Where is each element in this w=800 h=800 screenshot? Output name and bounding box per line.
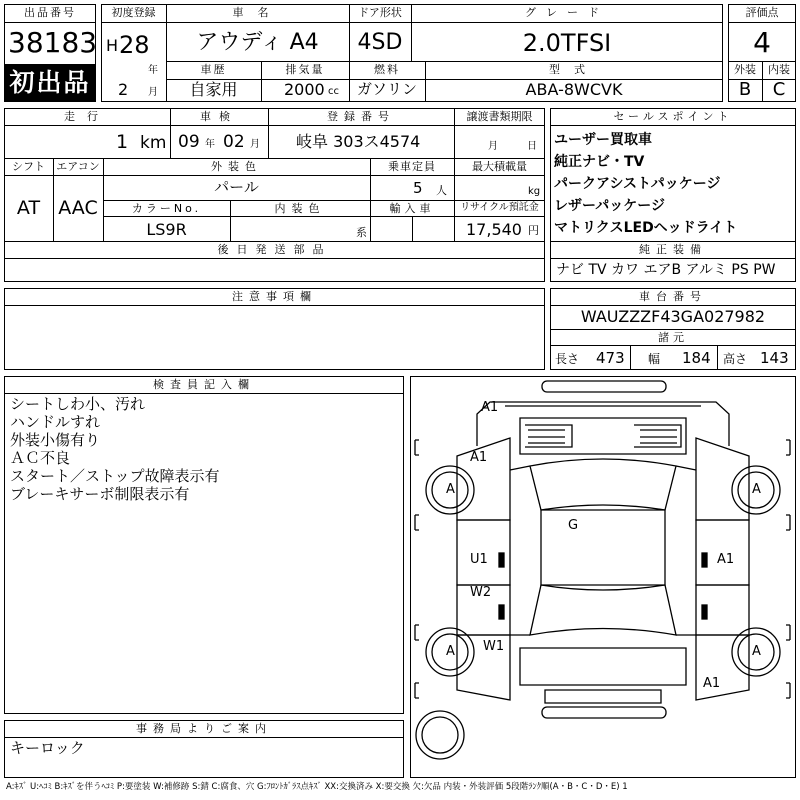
capacity-label: 乗車定員 <box>388 160 436 173</box>
plate-label: 登録番号 <box>327 110 395 123</box>
car-diagram <box>410 376 796 778</box>
office-label: 事務局よりご案内 <box>136 722 272 735</box>
shift-label: シフト <box>12 160 45 173</box>
inspector-line-4: ＡＣ不良 <box>10 449 71 467</box>
first-registration-label: 初度登録 <box>111 6 156 19</box>
import-label: 輸入車 <box>389 202 435 215</box>
capacity-value: 5 <box>413 179 423 197</box>
grade-label: グレード <box>525 6 609 19</box>
aircon-value: AAC <box>58 197 98 219</box>
length-value: 473 <box>596 349 625 367</box>
sales-point-3: パークアシストパッケージ <box>554 176 721 192</box>
mark-rear-left-fender: W1 <box>483 639 505 654</box>
model-code: ABA-8WCVK <box>525 80 623 99</box>
rating-score: 4 <box>753 26 771 59</box>
inspection-label: 車検 <box>200 110 238 123</box>
int-color-label: 内装色 <box>274 202 326 215</box>
inspection-year-unit: 年 <box>205 139 215 150</box>
era-letter: H <box>106 36 119 55</box>
transfer-label: 譲渡書類期限 <box>466 110 533 123</box>
car-name-label: 車名 <box>232 6 283 19</box>
mark-front-bumper: A1 <box>481 400 499 415</box>
fuel-label: 燃料 <box>374 63 400 76</box>
exterior-grade: B <box>738 79 752 100</box>
inspection-year: 09 <box>178 132 200 152</box>
car-name: アウディ A4 <box>196 30 319 55</box>
capacity-unit: 人 <box>436 184 447 197</box>
inspector-line-6: ブレーキサーボ制限表示有 <box>10 485 190 503</box>
inspector-label: 検査員記入欄 <box>153 378 255 391</box>
inspector-line-2: ハンドルすれ <box>10 413 101 431</box>
inspector-line-5: スタート／ストップ故障表示有 <box>10 467 220 485</box>
lot-number-label: 出品番号 <box>24 6 76 19</box>
first-listing-text: 初出品 <box>9 68 91 97</box>
notes-label: 注意事項欄 <box>232 290 317 303</box>
recycle-label: リサイクル預託金 <box>460 202 539 213</box>
door-type: 4SD <box>357 30 403 55</box>
color-no: LS9R <box>146 220 187 239</box>
recycle-unit: 円 <box>528 224 539 237</box>
height-value: 143 <box>760 349 789 367</box>
lot-number: 38183 <box>8 26 98 59</box>
shift-value: AT <box>16 197 41 219</box>
int-color-suffix: 系 <box>356 226 367 239</box>
sales-point-5: マトリクスLEDヘッドライト <box>554 220 738 236</box>
history-label: 車歴 <box>200 63 227 76</box>
registration-month: 2 <box>118 80 129 99</box>
exterior-label: 外装 <box>734 63 756 76</box>
mileage-unit: km <box>140 133 167 153</box>
sales-point-1: ユーザー買取車 <box>554 132 652 148</box>
inspection-month-unit: 月 <box>250 139 260 150</box>
equipment-value: ナビ TV カワ エアB アルミ PS PW <box>556 262 776 278</box>
displacement-unit: cc <box>328 86 339 97</box>
ext-color: パール <box>214 178 259 196</box>
registration-year: 28 <box>119 31 150 59</box>
legend-footer: A:ｷｽﾞ U:ﾍｺﾐ B:ｷｽﾞを伴うﾍｺﾐ P:要塗装 W:補修跡 S:錆 C:腐食、穴 G:ﾌﾛﾝﾄｶﾞﾗｽ点ｷｽﾞ XX:交換済み X:要交換 欠:欠品 内装・外装評価 5段階ﾗﾝｸ順(A・B・C・D・E) 1 <box>6 782 628 792</box>
mileage-label: 走行 <box>64 110 110 123</box>
mileage-value: 1 <box>116 131 129 153</box>
aircon-label: エアコン <box>56 160 100 173</box>
plate-value: 岐阜 303ス4574 <box>296 132 421 151</box>
rating-label: 評価点 <box>745 6 779 19</box>
mark-rear-left-door: W2 <box>470 585 492 600</box>
sales-point-4: レザーパッケージ <box>554 198 666 214</box>
mark-rear-right: A1 <box>703 676 721 691</box>
grade: 2.0TFSI <box>522 29 612 57</box>
mark-front-left-door: U1 <box>470 552 488 567</box>
mark-tire-fr: A <box>752 482 761 497</box>
history: 自家用 <box>189 80 238 99</box>
sales-points-label: セールスポイント <box>613 110 733 123</box>
interior-label: 内装 <box>768 63 790 76</box>
mark-front-right-door: A1 <box>717 552 735 567</box>
mark-tire-rr: A <box>752 644 761 659</box>
dimensions-label: 諸元 <box>658 331 688 344</box>
ext-color-label: 外装色 <box>211 160 262 173</box>
fuel: ガソリン <box>356 80 417 98</box>
width-label: 幅 <box>648 352 661 366</box>
transfer-day-unit: 日 <box>527 141 537 152</box>
inspection-month: 02 <box>223 132 245 152</box>
transfer-month-unit: 月 <box>488 141 498 152</box>
later-parts-label: 後日発送部品 <box>217 243 332 256</box>
mark-hood: A1 <box>470 450 488 465</box>
equipment-label: 純正装備 <box>639 243 707 256</box>
displacement-label: 排気量 <box>285 63 325 76</box>
interior-grade: C <box>772 79 786 100</box>
max-load-unit: kg <box>528 186 541 197</box>
mark-tire-rl: A <box>446 644 455 659</box>
mark-tire-fl: A <box>446 482 455 497</box>
chassis-number: WAUZZZF43GA027982 <box>580 307 766 326</box>
color-no-label: カラーNo. <box>131 202 202 215</box>
height-label: 高さ <box>723 352 748 366</box>
year-unit: 年 <box>148 65 158 76</box>
inspector-line-3: 外装小傷有り <box>10 431 101 449</box>
displacement: 2000 <box>284 80 325 99</box>
width-value: 184 <box>682 349 711 367</box>
mark-windshield: G <box>568 518 579 533</box>
chassis-label: 車台番号 <box>639 290 707 303</box>
recycle-value: 17,540 <box>466 220 522 239</box>
inspector-line-1: シートしわ小、汚れ <box>10 395 146 413</box>
door-label: ドア形状 <box>358 6 402 19</box>
length-label: 長さ <box>555 352 580 366</box>
max-load-label: 最大積載量 <box>472 160 527 173</box>
sales-point-2: 純正ナビ・TV <box>554 154 645 170</box>
model-label: 型式 <box>549 63 599 76</box>
office-message: キーロック <box>10 739 85 757</box>
month-unit: 月 <box>148 87 158 98</box>
